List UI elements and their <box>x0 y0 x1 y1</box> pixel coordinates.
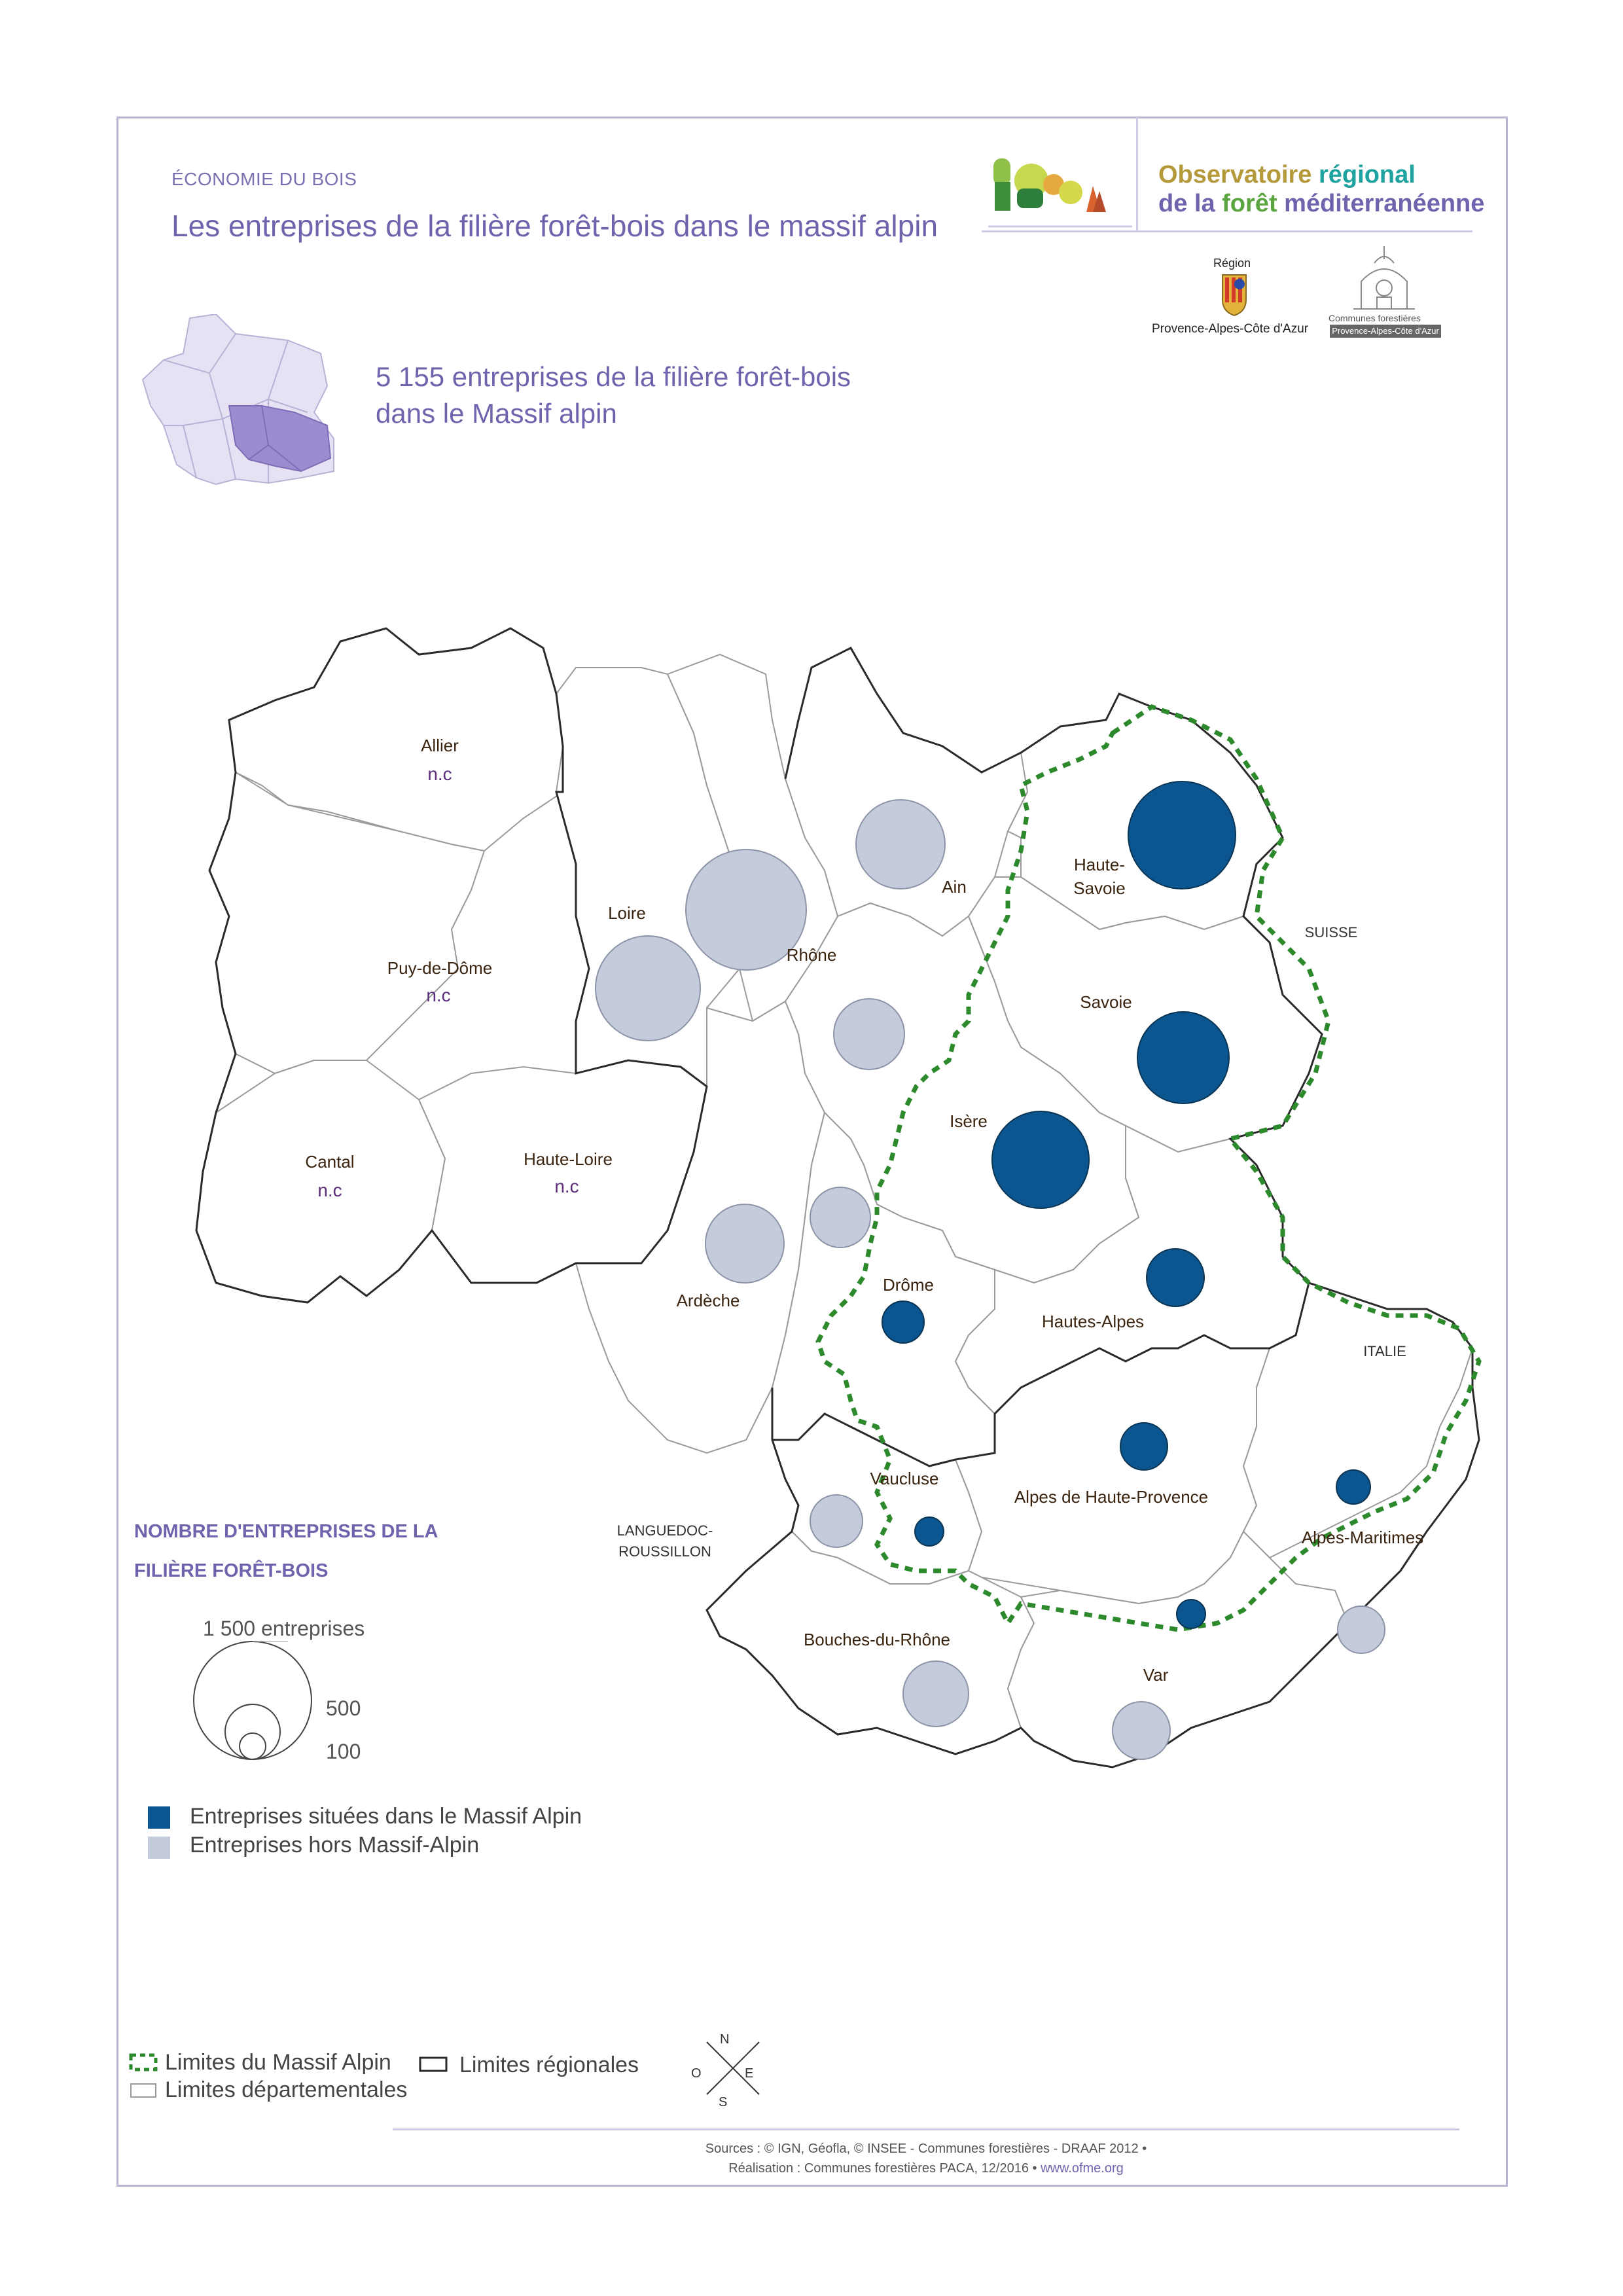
label-drome: Drôme <box>882 1275 935 1295</box>
bubble-savoie <box>1137 1012 1229 1103</box>
bubble-isere-west <box>834 999 904 1069</box>
footer-credits <box>393 2139 1459 2178</box>
legend-title <box>134 1512 438 1590</box>
svg-text:E: E <box>745 2066 754 2081</box>
bubble-hautes-alpes <box>1147 1249 1204 1306</box>
label-puy-de-dome: Puy-de-Dôme <box>387 958 493 978</box>
value-puy-de-dome: n.c <box>426 985 451 1005</box>
limit-massif-symbol <box>131 2055 156 2070</box>
bubble-drome-north <box>810 1187 870 1247</box>
bubble-drome <box>882 1301 924 1343</box>
footer-website-link[interactable]: www.ofme.org <box>1041 2161 1124 2176</box>
label-languedoc-1: LANGUEDOC- <box>616 1522 713 1539</box>
label-alpes-maritimes: Alpes-Maritimes <box>1301 1528 1424 1547</box>
bubble-vaucluse-west <box>810 1495 863 1547</box>
legend-outside-label: Entreprises hors Massif-Alpin <box>190 1833 480 1857</box>
legend-size-100: 100 <box>326 1740 361 1763</box>
label-var: Var <box>1143 1665 1169 1685</box>
footer-realisation: Réalisation : Communes forestières PACA, 12/2016 • www.ofme.org <box>728 2161 1124 2176</box>
value-allier: n.c <box>427 764 452 784</box>
observatory-name-line2: de la forêt méditerranéenne <box>1158 190 1485 217</box>
label-suisse: SUISSE <box>1304 924 1358 941</box>
legend-outside-swatch <box>148 1837 170 1859</box>
footer-divider <box>393 2128 1459 2130</box>
svg-text:S: S <box>719 2095 728 2109</box>
bubble-alpes-maritimes-coast <box>1338 1606 1385 1653</box>
summary-line2: dans le Massif alpin <box>376 398 617 429</box>
label-hautes-alpes: Hautes-Alpes <box>1041 1312 1145 1331</box>
label-haute-loire: Haute-Loire <box>524 1149 613 1169</box>
label-bouches-du-rhone: Bouches-du-Rhône <box>803 1630 951 1649</box>
svg-text:O: O <box>691 2066 702 2081</box>
compass-labels <box>691 2032 753 2109</box>
legend-inside-swatch <box>148 1806 170 1829</box>
bubble-isere <box>992 1111 1089 1208</box>
limit-regional-symbol <box>420 2058 446 2071</box>
region-label: Région <box>1213 257 1251 270</box>
bubble-var-north <box>1177 1600 1205 1628</box>
label-rhone: Rhône <box>786 945 837 965</box>
value-cantal: n.c <box>317 1180 342 1200</box>
bubble-ardeche <box>705 1204 784 1283</box>
observatory-name-line1: Observatoire régional <box>1158 161 1416 188</box>
bubble-ain <box>856 800 945 889</box>
label-allier: Allier <box>421 736 459 755</box>
svg-text:N: N <box>720 2032 730 2047</box>
legend-title-line2: FILIÈRE FORÊT-BOIS <box>134 1560 329 1581</box>
label-ain: Ain <box>942 877 967 897</box>
legend-size-500: 500 <box>326 1696 361 1720</box>
legend-limit-regional: Limites régionales <box>459 2053 639 2077</box>
legend-size-1500: 1 500 entreprises <box>203 1617 365 1640</box>
size-legend-circles <box>194 1641 312 1759</box>
label-haute-savoie-1: Haute- <box>1073 855 1126 874</box>
legend-inside-label: Entreprises situées dans le Massif Alpin <box>190 1804 582 1829</box>
label-cantal: Cantal <box>305 1152 355 1172</box>
communes-forestieres-sub: Provence-Alpes-Côte d'Azur <box>1330 325 1441 338</box>
label-languedoc-2: ROUSSILLON <box>618 1543 711 1560</box>
communes-forestieres-label: Communes forestières <box>1329 313 1421 323</box>
label-isere: Isère <box>950 1111 988 1131</box>
summary-line1: 5 155 entreprises de la filière forêt-bois <box>376 361 851 392</box>
page-title: Les entreprises de la filière forêt-bois dans le massif alpin <box>171 209 938 243</box>
bubble-loire <box>596 936 700 1041</box>
footer-sources: Sources : © IGN, Géofla, © INSEE - Communes forestières - DRAAF 2012 • <box>705 2142 1147 2156</box>
label-savoie: Savoie <box>1080 992 1132 1012</box>
legend-limit-massif: Limites du Massif Alpin <box>165 2050 391 2075</box>
bubble-alpes-haute-provence <box>1120 1423 1168 1470</box>
bubble-bouches-du-rhone <box>903 1661 969 1727</box>
label-ardeche: Ardèche <box>676 1291 740 1310</box>
label-alpes-haute-provence: Alpes de Haute-Provence <box>1014 1487 1209 1507</box>
label-haute-savoie-2: Savoie <box>1073 878 1126 898</box>
label-italie: ITALIE <box>1363 1343 1406 1359</box>
limit-dept-symbol <box>131 2084 156 2097</box>
legend-title-line1: NOMBRE D'ENTREPRISES DE LA <box>134 1521 438 1542</box>
bubble-var <box>1113 1702 1170 1759</box>
label-loire: Loire <box>608 903 646 923</box>
region-name: Provence-Alpes-Côte d'Azur <box>1152 322 1309 336</box>
value-haute-loire: n.c <box>554 1176 579 1196</box>
section-kicker: ÉCONOMIE DU BOIS <box>171 169 357 189</box>
legend-limit-dept: Limites départementales <box>165 2077 408 2102</box>
bubble-vaucluse <box>915 1517 944 1546</box>
bubble-alpes-maritimes <box>1336 1470 1370 1504</box>
bubble-haute-savoie <box>1128 781 1236 889</box>
label-vaucluse: Vaucluse <box>870 1469 939 1488</box>
